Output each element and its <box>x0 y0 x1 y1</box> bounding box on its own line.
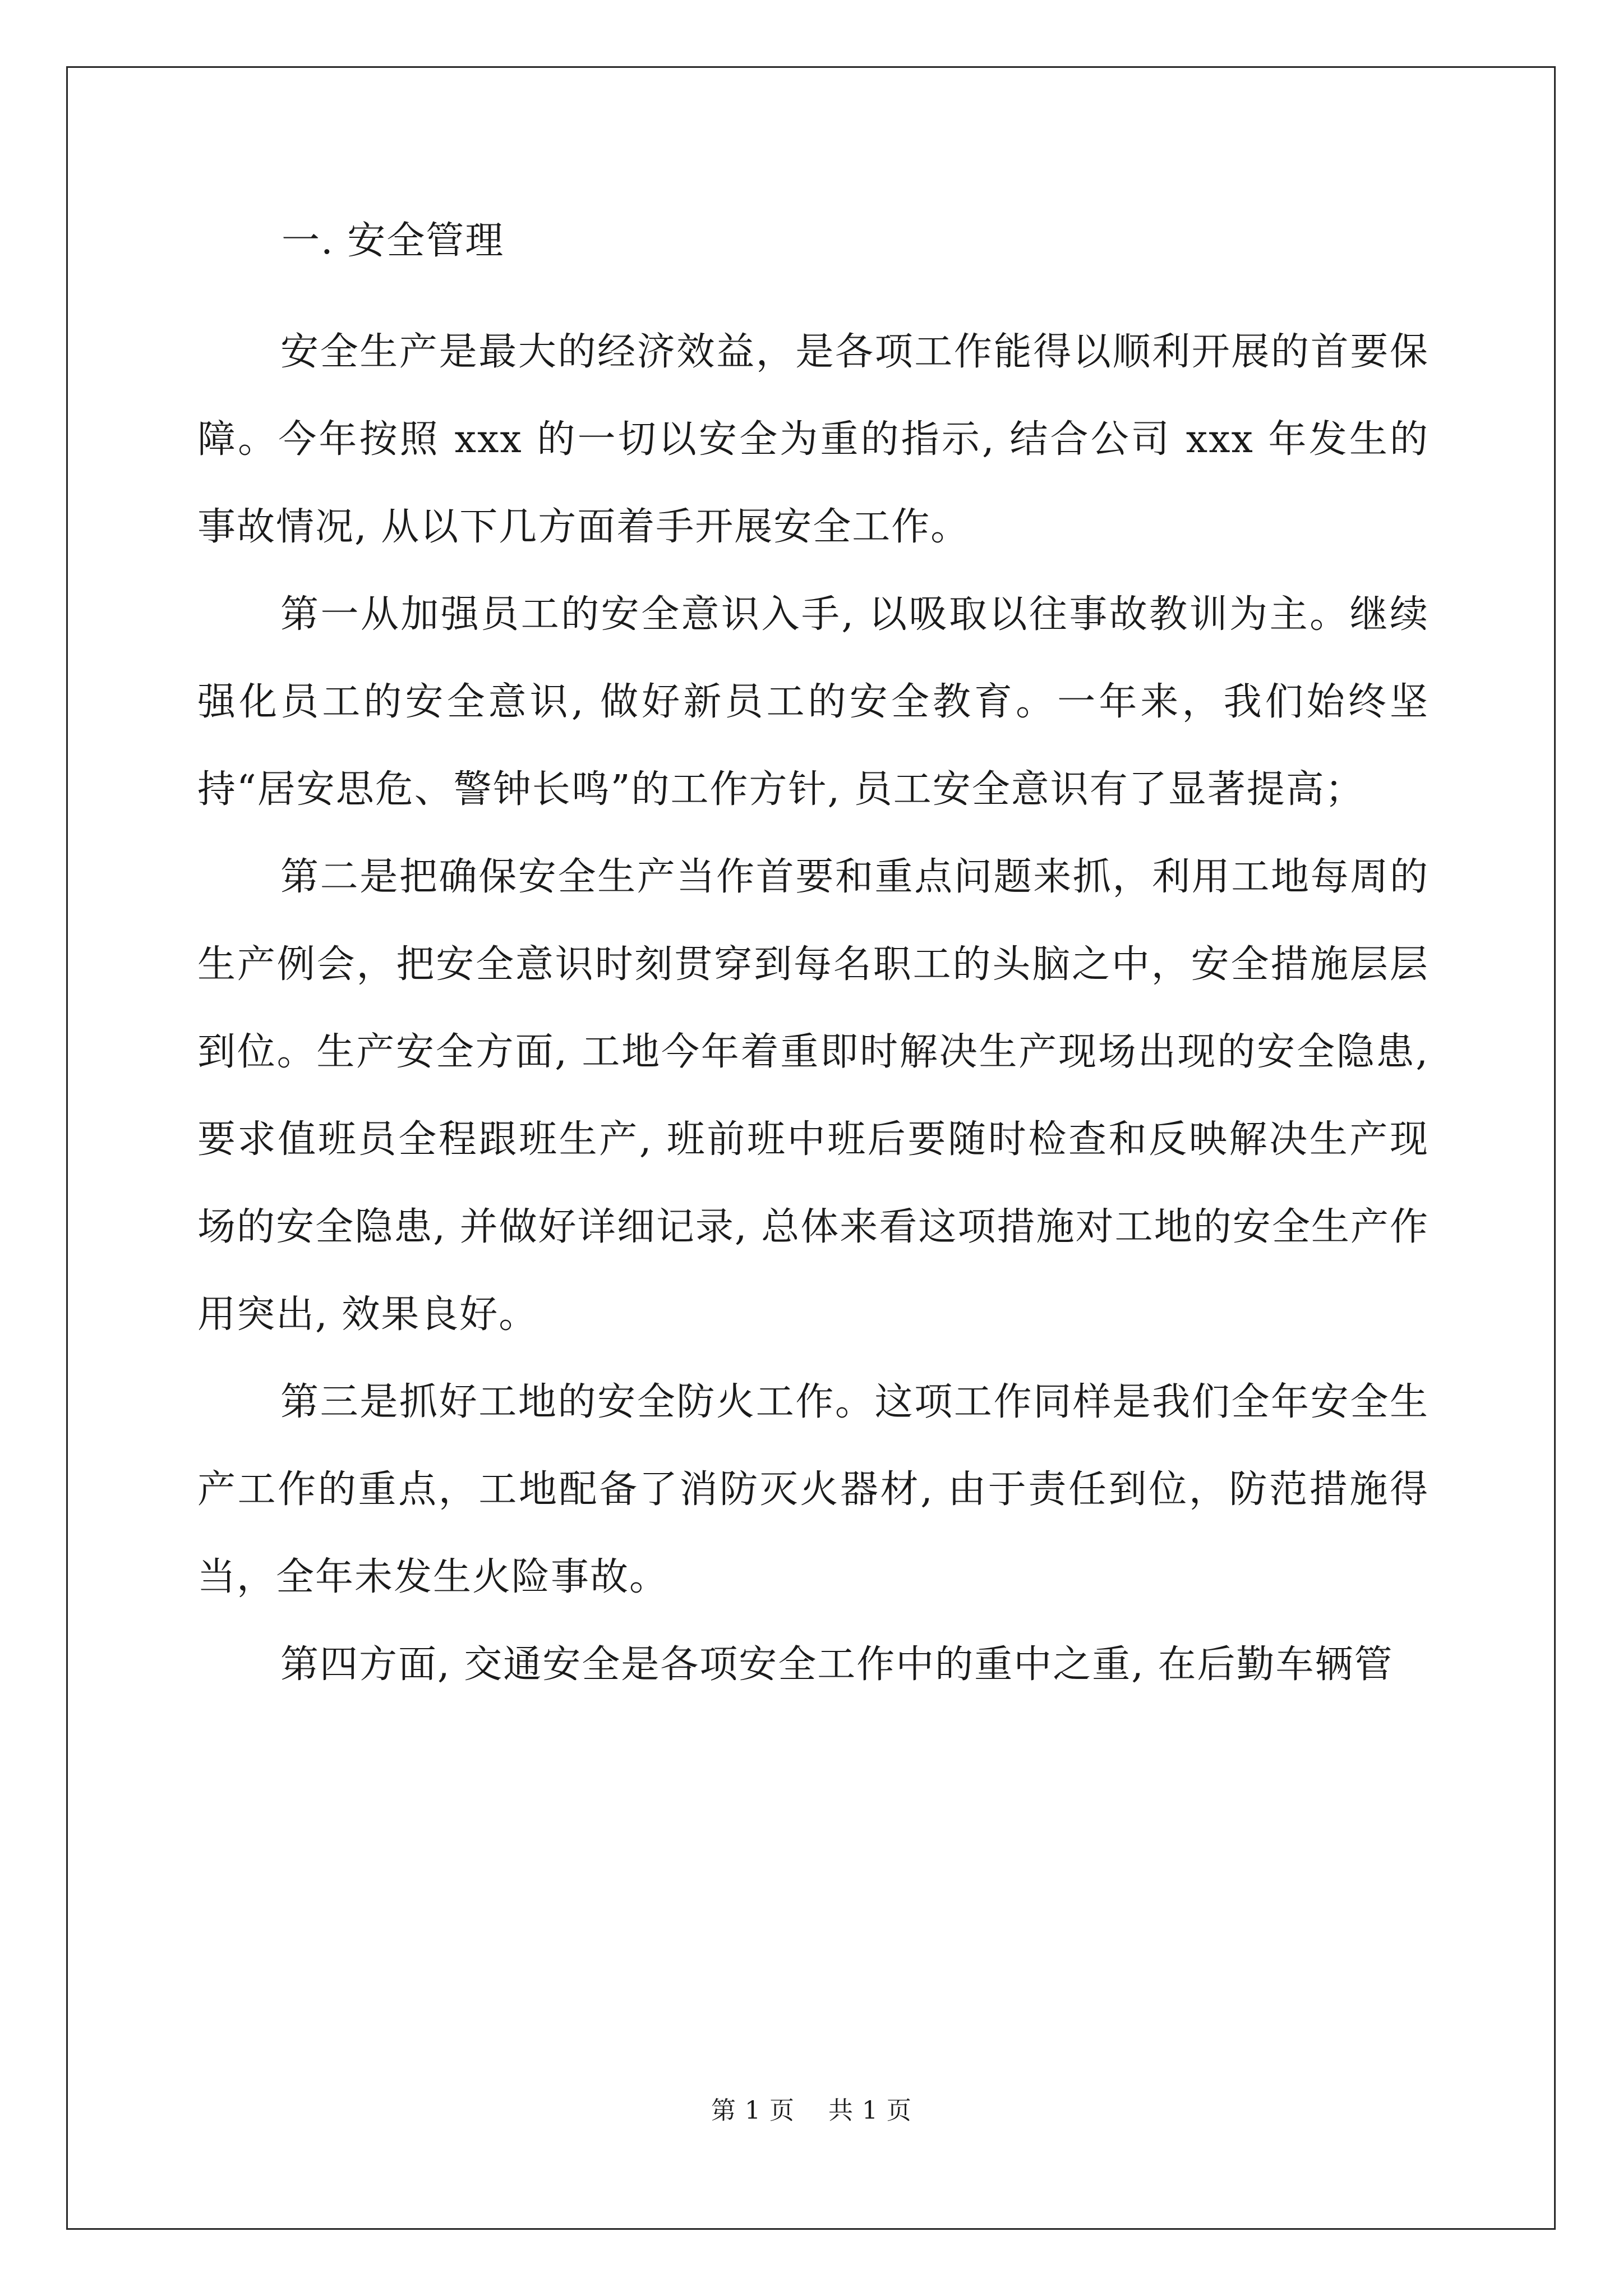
paragraph-first: 第一从加强员工的安全意识入手, 以吸取以往事故教训为主。继续强化员工的安全意识, 做好新员工的安全教育。一年来，我们始终坚持“居安思危、警钟长鸣”的工作方针, 员工安全意识有了显著提高； <box>197 592 1429 812</box>
page-number-total: 共 1 页 <box>828 2096 912 2125</box>
paragraph-fourth: 第四方面, 交通安全是各项安全工作中的重中之重, 在后勤车辆管 <box>280 1642 1394 1687</box>
section-heading: 一. 安全管理 <box>282 219 505 263</box>
paragraph-third: 第三是抓好工地的安全防火工作。这项工作同样是我们全年安全生产工作的重点，工地配备了消防灭火器材, 由于责任到位，防范措施得当，全年未发生火险事故。 <box>197 1380 1429 1599</box>
paragraph-intro: 安全生产是最大的经济效益，是各项工作能得以顺利开展的首要保障。今年按照 xxx 的一切以安全为重的指示, 结合公司 xxx 年发生的事故情况, 从以下几方面着手开展安全工作。 <box>197 330 1429 549</box>
page-number-current: 第 1 页 <box>711 2096 795 2125</box>
page-footer <box>0 2095 1623 2127</box>
paragraph-second: 第二是把确保安全生产当作首要和重点问题来抓，利用工地每周的生产例会，把安全意识时刻贯穿到每名职工的头脑之中，安全措施层层到位。生产安全方面, 工地今年着重即时解决生产现场出现的安全隐患, 要求值班员全程跟班生产, 班前班中班后要随时检查和反映解决生产现场的安全隐患, 并做好详细记录, 总体来看这项措施对工地的安全生产作用突出, 效果良好。 <box>197 855 1429 1337</box>
document-body <box>197 219 1429 1709</box>
